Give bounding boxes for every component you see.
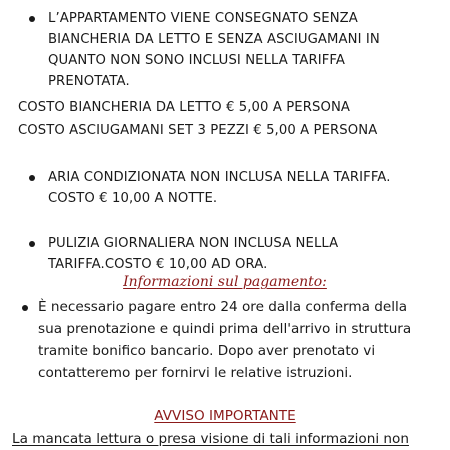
bullet-dot-icon [29,16,35,22]
payment-line: contatteremo per fornirvi le relative istruzioni. [38,365,353,381]
payment-section-title: Informazioni sul pagamento: [123,274,327,290]
bullet-line: L’APPARTAMENTO VIENE CONSEGNATO SENZA [48,11,358,26]
cost-linen: COSTO BIANCHERIA DA LETTO € 5,00 A PERSONA [18,100,351,115]
bullet-dot-icon [29,241,35,247]
payment-info [38,296,448,384]
bullet-linen-towels [48,8,448,92]
payment-line: tramite bonifico bancario. Dopo aver prenotato vi [38,343,376,359]
bullet-air-conditioning [48,167,448,209]
bullet-line: PRENOTATA. [48,74,130,89]
important-notice-title: AVVISO IMPORTANTE [154,408,296,424]
bullet-line: COSTO € 10,00 A NOTTE. [48,191,218,206]
bullet-line: PULIZIA GIORNALIERA NON INCLUSA NELLA [48,236,339,251]
bullet-daily-cleaning [48,233,448,275]
bullet-line: TARIFFA.COSTO € 10,00 AD ORA. [48,257,268,272]
cost-towels: COSTO ASCIUGAMANI SET 3 PEZZI € 5,00 A PERSONA [18,123,378,138]
bullet-line: BIANCHERIA DA LETTO E SENZA ASCIUGAMANI IN [48,32,380,47]
bullet-dot-icon [29,175,35,181]
bullet-line: QUANTO NON SONO INCLUSI NELLA TARIFFA [48,53,345,68]
payment-line: È necessario pagare entro 24 ore dalla conferma della [38,299,408,315]
bullet-line: ARIA CONDIZIONATA NON INCLUSA NELLA TARIFFA. [48,170,391,185]
payment-line: sua prenotazione e quindi prima dell'arrivo in struttura [38,321,412,337]
bullet-dot-icon [22,305,28,311]
important-notice-text: La mancata lettura o presa visione di tali informazioni non [12,431,409,447]
